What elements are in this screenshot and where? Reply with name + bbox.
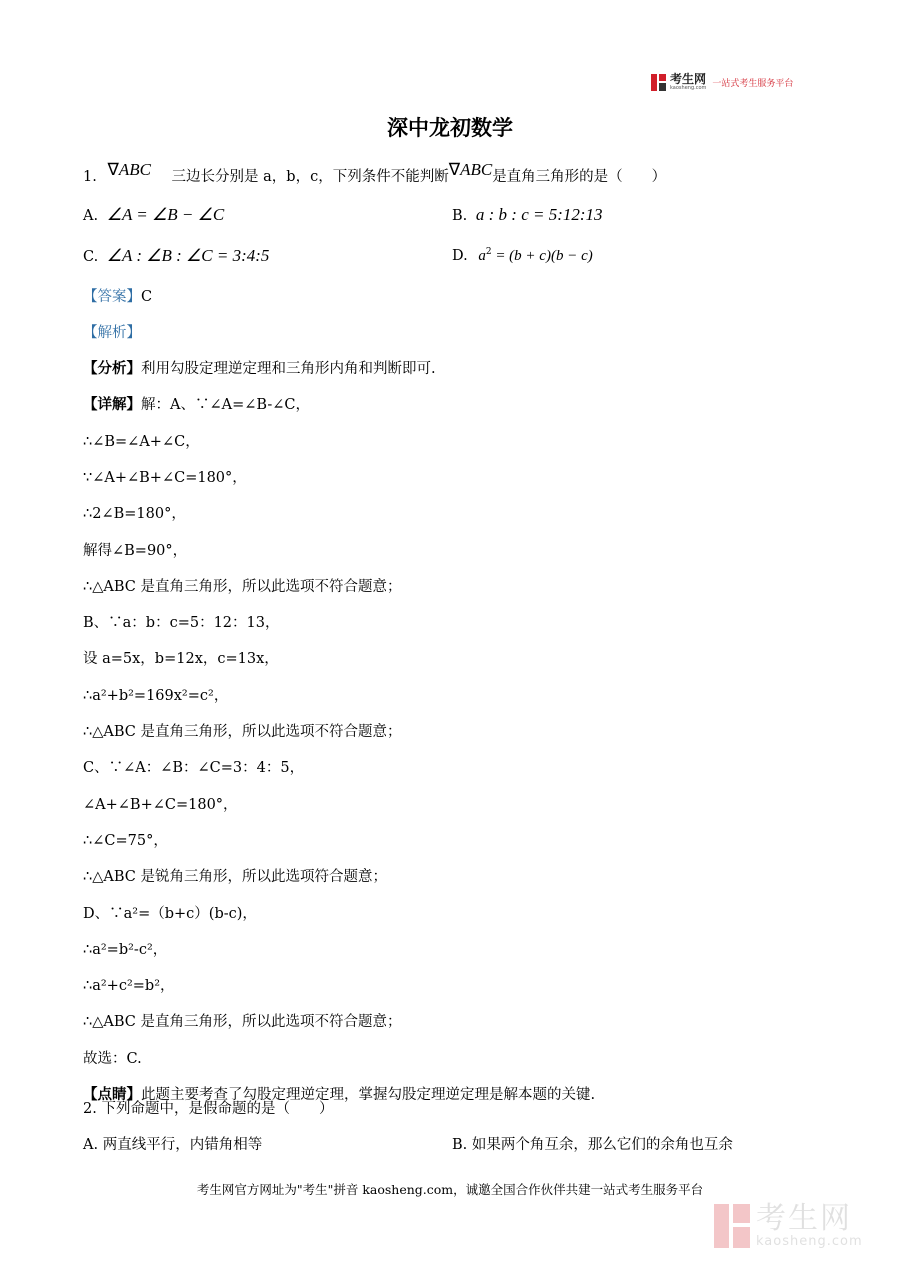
- option-b-label: B.: [452, 208, 468, 224]
- solution-text: ∴a²+c²=b²，: [83, 978, 175, 994]
- solution-text: ∴∠C=75°，: [83, 833, 168, 849]
- section-label: 【详解】: [83, 396, 141, 413]
- solution-line: [83, 758, 304, 778]
- triangle-symbol-icon: ∇: [107, 160, 119, 179]
- q1-abc-1: ABC: [118, 160, 151, 179]
- solution-text: ∴△ABC 是直角三角形，所以此选项不符合题意；: [83, 579, 402, 595]
- option-d-a: a: [478, 248, 486, 264]
- solution-text: ∴2∠B=180°，: [83, 506, 186, 522]
- logo-name: 考生网: [670, 72, 707, 86]
- solution-text: 此题主要考查了勾股定理逆定理，掌握勾股定理逆定理是解本题的关键.: [141, 1087, 596, 1103]
- solution-line: [83, 976, 175, 996]
- q1-option-c: [83, 246, 269, 267]
- solution-line: [83, 649, 279, 669]
- solution-text: ∵∠A+∠B+∠C=180°，: [83, 470, 247, 486]
- solution-text: ∴a²+b²=169x²=c²，: [83, 688, 229, 704]
- q2-option-b: B. 如果两个角互余，那么它们的余角也互余: [452, 1137, 733, 1153]
- page-title: 深中龙初数学: [387, 115, 513, 140]
- solution-text: ∴a²=b²-c²，: [83, 942, 168, 958]
- answer-line: [83, 287, 152, 307]
- solution-line: [83, 613, 279, 633]
- solution-text: C、∵∠A：∠B：∠C=3：4：5，: [83, 760, 305, 776]
- solution-text: 设 a=5x，b=12x，c=13x，: [83, 651, 279, 667]
- solution-text: ∴△ABC 是锐角三角形，所以此选项符合题意；: [83, 869, 387, 885]
- solution-line: [83, 468, 247, 488]
- solution-line: [83, 577, 401, 597]
- q1-option-a: [83, 205, 224, 226]
- solution-text: D、∵a²=（b+c）(b-c)，: [83, 906, 257, 922]
- solution-text: B、∵a：b：c=5：12：13，: [83, 615, 280, 631]
- solution-text: 故选：C.: [83, 1051, 142, 1067]
- option-a-label: A.: [83, 208, 99, 224]
- option-d-rest: = (b + c)(b − c): [491, 248, 593, 264]
- q2-stem: 2. 下列命题中，是假命题的是（ ）: [83, 1101, 334, 1117]
- answer-label: 【答案】: [83, 289, 141, 305]
- q1-stem-text-b: 是直角三角形的是（ ）: [492, 169, 667, 185]
- option-d-exp: 2: [485, 247, 492, 258]
- q1-stem: [83, 160, 667, 187]
- q2-option-a: A. 两直线平行，内错角相等: [83, 1137, 263, 1153]
- solution-line: [83, 1049, 142, 1069]
- q1-stem-text-a: 三边长分别是 a，b，c，下列条件不能判断: [171, 169, 449, 185]
- solution-text: ∴△ABC 是直角三角形，所以此选项不符合题意；: [83, 1014, 402, 1030]
- solution-line: [83, 504, 186, 524]
- solution-line: [83, 795, 238, 815]
- solution-text: ∠A+∠B+∠C=180°，: [83, 797, 238, 813]
- solution-line: [83, 722, 401, 742]
- solution-line: [83, 541, 187, 561]
- solution-line: [83, 686, 228, 706]
- option-c-text: ∠A : ∠B : ∠C = 3:4:5: [106, 246, 270, 265]
- section-label: 【分析】: [83, 360, 141, 377]
- logo-tagline: 一站式考生服务平台: [712, 78, 794, 89]
- answer-value: C: [141, 289, 153, 305]
- watermark-text: [756, 1203, 863, 1249]
- section-label: 【点睛】: [83, 1086, 141, 1103]
- solution-line: [83, 940, 167, 960]
- solution-line: [83, 867, 387, 887]
- triangle-symbol-icon: ∇: [448, 160, 461, 179]
- solution-line: [83, 1012, 401, 1032]
- option-b-text: a : b : c = 5:12:13: [475, 205, 603, 224]
- q1-number: 1.: [83, 169, 97, 185]
- logo-text-block: [670, 73, 706, 91]
- option-c-label: C.: [83, 249, 99, 265]
- analysis-label: 【解析】: [83, 325, 141, 341]
- watermark: [714, 1203, 863, 1249]
- solution-text: 利用勾股定理逆定理和三角形内角和判断即可.: [141, 361, 436, 377]
- solution-line: [83, 831, 168, 851]
- page-footer: 考生网官方网址为"考生"拼音 kaosheng.com，诚邀全国合作伙伴共建一站式考生服务平台: [196, 1182, 704, 1197]
- solution-line: [83, 395, 310, 415]
- solution-text: 解得∠B=90°，: [83, 543, 188, 559]
- q1-abc-2: ABC: [460, 160, 493, 179]
- solution-line: [83, 432, 200, 452]
- solution-line: [83, 904, 257, 924]
- q1-option-b: [452, 205, 603, 226]
- option-a-text: ∠A = ∠B − ∠C: [106, 205, 225, 224]
- solution-line: [83, 359, 436, 379]
- header-logo: [651, 73, 793, 91]
- solution-text: 解：A、∵∠A=∠B-∠C，: [141, 397, 310, 413]
- logo-url: kaosheng.com: [670, 85, 707, 91]
- watermark-url: kaosheng.com: [756, 1234, 863, 1249]
- solution-text: ∴△ABC 是直角三角形，所以此选项不符合题意；: [83, 724, 402, 740]
- kaosheng-logo-icon: [651, 74, 666, 91]
- q1-option-d: [452, 246, 593, 266]
- solution-text: ∴∠B=∠A+∠C，: [83, 434, 200, 450]
- watermark-name: 考生网: [756, 1201, 852, 1236]
- kaosheng-watermark-icon: [714, 1204, 750, 1248]
- option-d-label: D.: [452, 248, 468, 264]
